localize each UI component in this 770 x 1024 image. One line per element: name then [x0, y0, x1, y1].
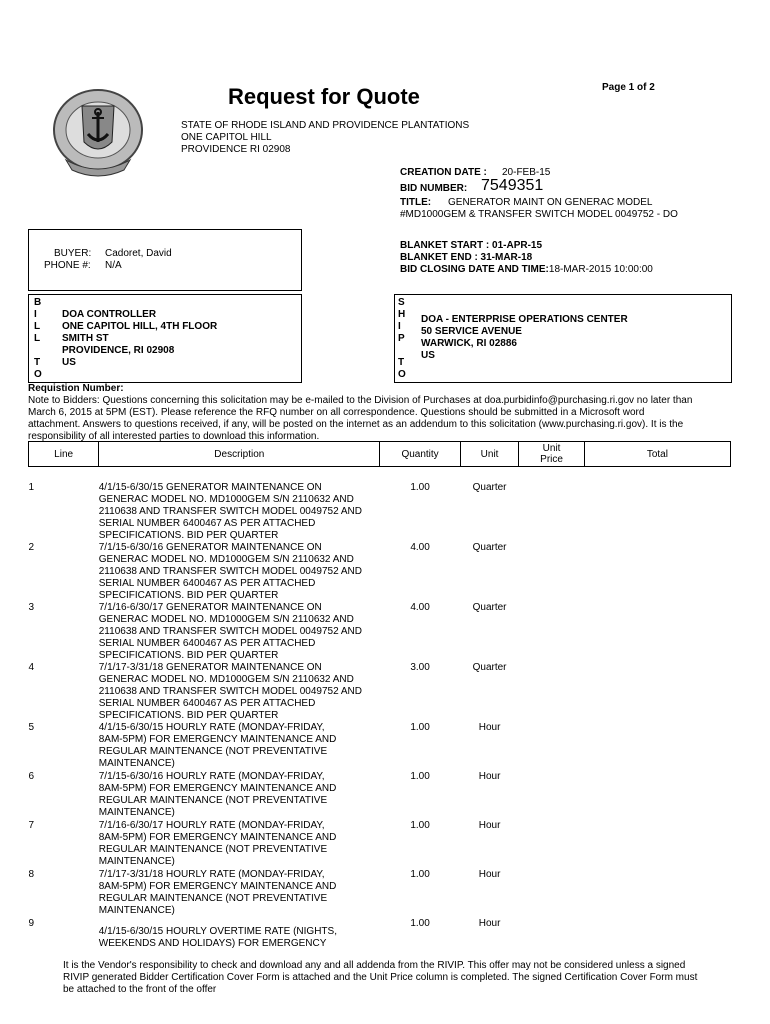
agency-line-2: ONE CAPITOL HILL	[181, 132, 272, 143]
row-quantity: 1.00	[410, 722, 430, 733]
bid-title-line-1: GENERATOR MAINT ON GENERAC MODEL	[448, 197, 653, 208]
ship-letter: I	[398, 321, 401, 332]
row-unit-price[interactable]	[519, 918, 584, 950]
description-line: REGULAR MAINTENANCE (NOT PREVENTATIVE	[98, 844, 328, 855]
description-line: SERIAL NUMBER 6400467 AS PER ATTACHED	[98, 638, 316, 649]
row-line-number: 8	[28, 869, 35, 880]
bill-letter: O	[34, 369, 42, 380]
description-line: 8AM-5PM) FOR EMERGENCY MAINTENANCE AND	[98, 783, 337, 794]
ship-letter: P	[398, 333, 405, 344]
row-unit-price[interactable]	[519, 542, 584, 602]
bid-closing-value: 18-MAR-2015 10:00:00	[548, 264, 653, 275]
description-line: GENERAC MODEL NO. MD1000GEM S/N 2110632 AND	[98, 494, 354, 505]
footer-disclaimer	[63, 960, 723, 996]
row-line-number: 4	[28, 662, 35, 673]
header-unit-price	[519, 442, 584, 467]
bid-closing	[400, 264, 653, 276]
description-line: 2110638 AND TRANSFER SWITCH MODEL 0049752 AND	[98, 626, 363, 637]
row-unit: Quarter	[472, 542, 507, 553]
description-line: 7/1/17-3/31/18 HOURLY RATE (MONDAY-FRIDAY,	[98, 869, 325, 880]
notes-to-bidders	[28, 395, 733, 443]
row-quantity: 1.00	[410, 482, 430, 493]
description-line: SERIAL NUMBER 6400467 AS PER ATTACHED	[98, 578, 316, 589]
row-quantity: 1.00	[410, 918, 430, 929]
ship-to-line: 50 SERVICE AVENUE	[421, 326, 522, 337]
bill-letter: I	[34, 309, 37, 320]
table-row	[29, 722, 731, 771]
description-line: GENERAC MODEL NO. MD1000GEM S/N 2110632 AND	[98, 674, 354, 685]
document-title: Request for Quote	[228, 84, 420, 109]
description-line: 4/1/15-6/30/15 HOURLY RATE (MONDAY-FRIDAY,	[98, 722, 325, 733]
creation-date-label: CREATION DATE :	[400, 167, 487, 178]
description-line: MAINTENANCE)	[98, 758, 175, 769]
row-line-number: 2	[28, 542, 35, 553]
table-row	[29, 542, 731, 602]
row-quantity: 1.00	[410, 869, 430, 880]
row-description	[99, 662, 380, 722]
row-unit-price[interactable]	[519, 771, 584, 820]
buyer-value: Cadoret, David	[105, 248, 172, 259]
row-total	[584, 662, 730, 722]
row-unit-price[interactable]	[519, 722, 584, 771]
row-line-number: 3	[28, 602, 35, 613]
description-line: SPECIFICATIONS. BID PER QUARTER	[98, 590, 279, 601]
bill-to-line: US	[62, 357, 76, 368]
blanket-end: BLANKET END : 31-MAR-18	[400, 252, 533, 263]
footer-line: RIVIP generated Bidder Certification Cover Form is attached and the Unit Price column is completed. The signed Certification Cover Form must	[63, 972, 698, 983]
row-line-number: 9	[28, 918, 35, 929]
description-line: 7/1/15-6/30/16 HOURLY RATE (MONDAY-FRIDAY,	[98, 771, 325, 782]
header-unit-price-1: Unit	[542, 443, 561, 454]
row-line-number: 6	[28, 771, 35, 782]
line-items-table	[28, 441, 731, 950]
buyer-label: BUYER:	[54, 248, 92, 259]
description-line: 7/1/17-3/31/18 GENERATOR MAINTENANCE ON	[98, 662, 322, 673]
agency-address	[181, 120, 469, 156]
description-line: REGULAR MAINTENANCE (NOT PREVENTATIVE	[98, 795, 328, 806]
row-total	[584, 771, 730, 820]
row-description	[99, 467, 380, 543]
row-quantity: 3.00	[410, 662, 430, 673]
bill-to-line: PROVIDENCE, RI 02908	[62, 345, 175, 356]
bill-letter: L	[34, 333, 41, 344]
row-unit: Hour	[478, 918, 501, 929]
phone-label: PHONE #:	[44, 260, 91, 271]
ship-letter: S	[398, 297, 405, 308]
bill-letter: L	[34, 321, 41, 332]
ship-letter: T	[398, 357, 405, 368]
description-line: 2110638 AND TRANSFER SWITCH MODEL 0049752 AND	[98, 686, 363, 697]
description-line: MAINTENANCE)	[98, 807, 175, 818]
footer-line: be attached to the front of the offer	[63, 984, 217, 995]
description-line: REGULAR MAINTENANCE (NOT PREVENTATIVE	[98, 893, 328, 904]
row-line-number: 1	[28, 482, 35, 493]
row-total	[584, 542, 730, 602]
row-unit-price[interactable]	[519, 869, 584, 918]
bill-letter: T	[34, 357, 41, 368]
description-line: 4/1/15-6/30/15 HOURLY OVERTIME RATE (NIGHTS,	[98, 926, 337, 937]
row-description	[99, 722, 380, 771]
phone-value: N/A	[105, 260, 122, 271]
ship-to-line: DOA - ENTERPRISE OPERATIONS CENTER	[421, 314, 628, 325]
table-row	[29, 918, 731, 950]
creation-date-value: 20-FEB-15	[502, 167, 551, 178]
description-line: MAINTENANCE)	[98, 856, 175, 867]
note-line: Note to Bidders: Questions concerning this solicitation may be e-mailed to the Division of Purchases at doa.purbidinfo@purchasing.ri.gov no later than	[28, 395, 693, 406]
description-line: 8AM-5PM) FOR EMERGENCY MAINTENANCE AND	[98, 832, 337, 843]
description-line: WEEKENDS AND HOLIDAYS) FOR EMERGENCY	[98, 938, 327, 949]
blanket-start: BLANKET START : 01-APR-15	[400, 240, 543, 251]
table-header-row	[29, 442, 731, 467]
bid-number-label: BID NUMBER:	[400, 183, 468, 194]
note-line: attachment. Answers to questions received, if any, will be posted on the internet as an addendum to this solicitation (www.purchasing.ri.gov). It is the	[28, 419, 684, 430]
description-line: 8AM-5PM) FOR EMERGENCY MAINTENANCE AND	[98, 881, 337, 892]
row-quantity: 4.00	[410, 542, 430, 553]
description-line: 7/1/15-6/30/16 GENERATOR MAINTENANCE ON	[98, 542, 322, 553]
note-line: responsibility of all interested parties to download this information.	[28, 431, 320, 442]
page-number: Page 1 of 2	[602, 82, 655, 93]
description-line: SPECIFICATIONS. BID PER QUARTER	[98, 650, 279, 661]
header-total: Total	[584, 442, 730, 467]
bill-to-address	[62, 309, 217, 369]
row-total	[584, 602, 730, 662]
row-unit-price[interactable]	[519, 467, 584, 543]
description-line: 2110638 AND TRANSFER SWITCH MODEL 0049752 AND	[98, 506, 363, 517]
description-line: 7/1/16-6/30/17 GENERATOR MAINTENANCE ON	[98, 602, 322, 613]
bid-closing-label: BID CLOSING DATE AND TIME:	[400, 264, 549, 275]
bill-letter: B	[34, 297, 42, 308]
row-unit: Quarter	[472, 482, 507, 493]
row-line-number: 5	[28, 722, 35, 733]
header-quantity: Quantity	[380, 442, 460, 467]
ship-to-line: WARWICK, RI 02886	[421, 338, 517, 349]
bid-title-line-2: #MD1000GEM & TRANSFER SWITCH MODEL 0049752 - DO	[400, 209, 678, 220]
state-seal-logo	[52, 86, 144, 178]
row-unit: Hour	[478, 869, 501, 880]
description-line: SERIAL NUMBER 6400467 AS PER ATTACHED	[98, 698, 316, 709]
footer-line: It is the Vendor's responsibility to check and download any and all addenda from the RIVIP. This offer may not be considered unless a signed	[63, 960, 686, 971]
ship-letter: H	[398, 309, 406, 320]
description-line: SERIAL NUMBER 6400467 AS PER ATTACHED	[98, 518, 316, 529]
agency-line-1: STATE OF RHODE ISLAND AND PROVIDENCE PLANTATIONS	[181, 120, 470, 131]
ship-letter: O	[398, 369, 406, 380]
description-line: MAINTENANCE)	[98, 905, 175, 916]
description-line: GENERAC MODEL NO. MD1000GEM S/N 2110632 AND	[98, 554, 354, 565]
agency-line-3: PROVIDENCE RI 02908	[181, 144, 291, 155]
bid-title-label: TITLE:	[400, 197, 432, 208]
description-line: SPECIFICATIONS. BID PER QUARTER	[98, 530, 279, 541]
row-quantity: 4.00	[410, 602, 430, 613]
row-description	[99, 602, 380, 662]
row-description	[99, 771, 380, 820]
row-unit: Quarter	[472, 602, 507, 613]
ship-to-letters	[398, 297, 406, 381]
row-total	[584, 467, 730, 543]
bill-to-line: SMITH ST	[62, 333, 109, 344]
row-total	[584, 869, 730, 918]
description-line: SPECIFICATIONS. BID PER QUARTER	[98, 710, 279, 721]
row-description	[99, 918, 380, 950]
row-total	[584, 722, 730, 771]
bid-number-value: 7549351	[481, 177, 544, 194]
bill-to-line: ONE CAPITOL HILL, 4TH FLOOR	[62, 321, 218, 332]
row-unit: Quarter	[472, 662, 507, 673]
table-row	[29, 662, 731, 722]
row-quantity: 1.00	[410, 820, 430, 831]
description-line: 8AM-5PM) FOR EMERGENCY MAINTENANCE AND	[98, 734, 337, 745]
description-line: REGULAR MAINTENANCE (NOT PREVENTATIVE	[98, 746, 328, 757]
row-unit-price[interactable]	[519, 820, 584, 869]
table-row	[29, 820, 731, 869]
row-total	[584, 918, 730, 950]
bill-to-letters	[34, 297, 42, 381]
header-unit: Unit	[460, 442, 519, 467]
row-quantity: 1.00	[410, 771, 430, 782]
row-unit: Hour	[478, 771, 501, 782]
description-line: GENERAC MODEL NO. MD1000GEM S/N 2110632 AND	[98, 614, 354, 625]
header-unit-price-2: Price	[540, 454, 563, 465]
header-line: Line	[29, 442, 99, 467]
row-description	[99, 820, 380, 869]
row-unit-price[interactable]	[519, 602, 584, 662]
row-line-number: 7	[28, 820, 35, 831]
row-description	[99, 869, 380, 918]
bill-to-line: DOA CONTROLLER	[62, 309, 157, 320]
row-unit: Hour	[478, 820, 501, 831]
row-total	[584, 820, 730, 869]
description-line: 7/1/16-6/30/17 HOURLY RATE (MONDAY-FRIDAY,	[98, 820, 325, 831]
row-unit-price[interactable]	[519, 662, 584, 722]
note-line: March 6, 2015 at 5PM (EST). Please reference the RFQ number on all correspondence. Questions should be submitted in a Microsoft word	[28, 407, 645, 418]
table-row	[29, 467, 731, 543]
row-unit: Hour	[478, 722, 501, 733]
table-row	[29, 602, 731, 662]
header-description: Description	[99, 442, 380, 467]
row-description	[99, 542, 380, 602]
requisition-number: Requistion Number:	[28, 383, 124, 394]
table-row	[29, 869, 731, 918]
ship-to-address	[421, 314, 628, 362]
description-line: 2110638 AND TRANSFER SWITCH MODEL 0049752 AND	[98, 566, 363, 577]
description-line: 4/1/15-6/30/15 GENERATOR MAINTENANCE ON	[98, 482, 322, 493]
ship-to-line: US	[421, 350, 435, 361]
table-row	[29, 771, 731, 820]
